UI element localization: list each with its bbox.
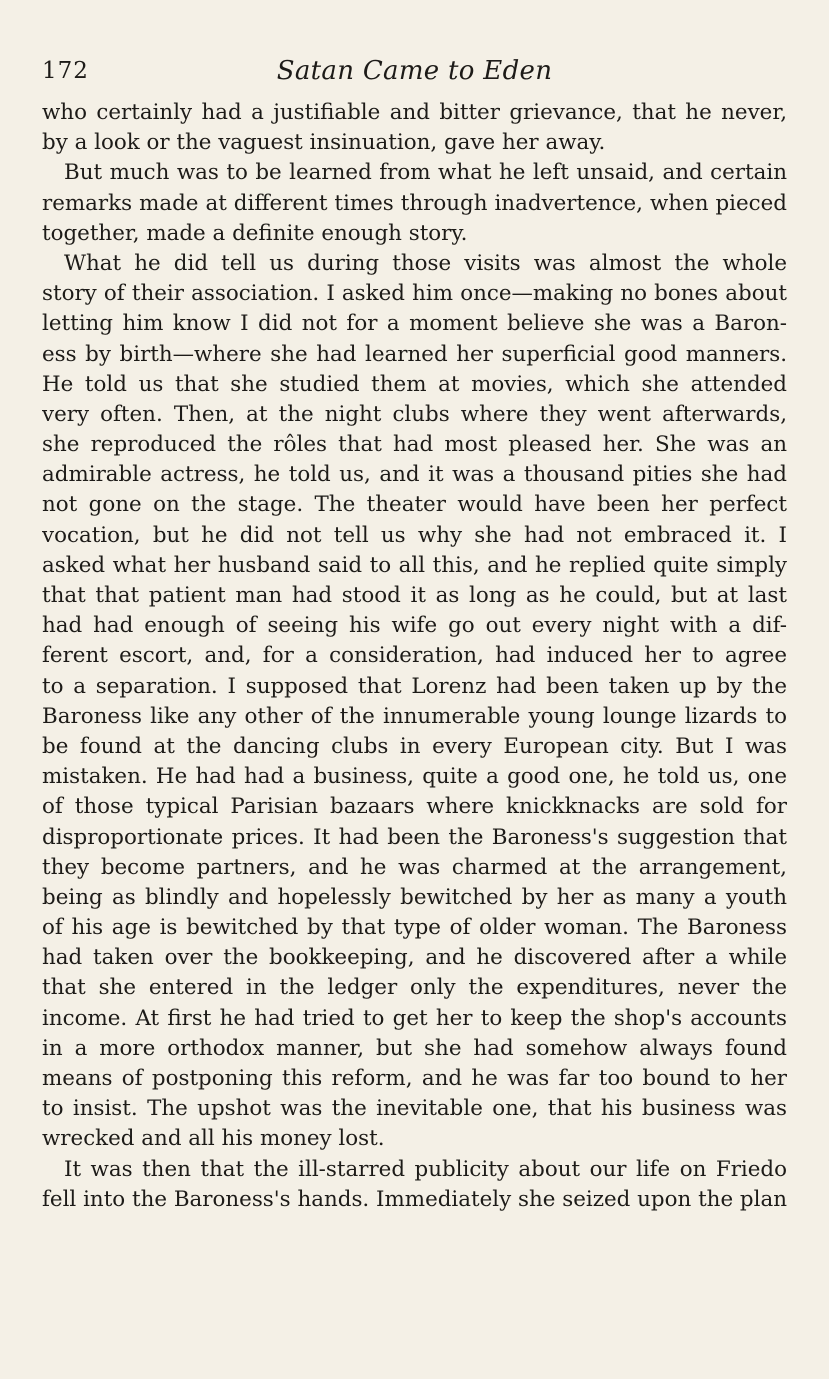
text-line: that she entered in the ledger only the expenditures, never the bbox=[42, 975, 787, 1001]
book-page bbox=[42, 52, 787, 1215]
text-line: What he did tell us during those visits was almost the whole bbox=[64, 250, 787, 276]
text-line: be found at the dancing clubs in every European city. But I was bbox=[42, 733, 787, 759]
body-text bbox=[42, 98, 787, 1215]
text-line: of his age is bewitched by that type of older woman. The Baroness bbox=[42, 915, 787, 941]
text-line: had had enough of seeing his wife go out every night with a dif- bbox=[42, 613, 787, 639]
text-line: wrecked and all his money lost. bbox=[42, 1126, 385, 1152]
text-line: letting him know I did not for a moment believe she was a Baron- bbox=[42, 311, 787, 337]
text-line: of those typical Parisian bazaars where knickknacks are sold for bbox=[42, 794, 787, 820]
text-line: by a look or the vaguest insinuation, gave her away. bbox=[42, 130, 606, 156]
text-line: income. At first he had tried to get her to keep the shop's accounts bbox=[42, 1005, 787, 1031]
text-line: ferent escort, and, for a consideration, had induced her to agree bbox=[42, 643, 787, 669]
running-title: Satan Came to Eden bbox=[276, 56, 553, 86]
page-number: 172 bbox=[42, 58, 89, 84]
text-line: admirable actress, he told us, and it was a thousand pities she had bbox=[42, 462, 787, 488]
text-line: to insist. The upshot was the inevitable one, that his business was bbox=[42, 1096, 787, 1122]
text-line: together, made a definite enough story. bbox=[42, 220, 468, 246]
text-line: she reproduced the rôles that had most pleased her. She was an bbox=[42, 432, 787, 458]
text-line: story of their association. I asked him once—making no bones about bbox=[42, 281, 787, 307]
running-head bbox=[42, 52, 787, 96]
text-line: He told us that she studied them at movies, which she attended bbox=[42, 371, 787, 397]
text-line: that that patient man had stood it as long as he could, but at last bbox=[42, 583, 787, 608]
text-line: had taken over the bookkeeping, and he discovered after a while bbox=[42, 945, 787, 971]
text-line: means of postponing this reform, and he was far too bound to her bbox=[42, 1066, 787, 1091]
text-line: remarks made at different times through inadvertence, when pieced bbox=[42, 190, 787, 216]
text-line: being as blindly and hopelessly bewitched by her as many a youth bbox=[42, 884, 787, 910]
text-line: It was then that the ill-starred publicity about our life on Friedo bbox=[64, 1156, 787, 1182]
text-line: vocation, but he did not tell us why she had not embraced it. I bbox=[42, 522, 787, 548]
text-line: to a separation. I supposed that Lorenz had been taken up by the bbox=[42, 673, 787, 699]
text-line: very often. Then, at the night clubs where they went afterwards, bbox=[42, 401, 787, 427]
text-line: Baroness like any other of the innumerable young lounge lizards to bbox=[42, 703, 787, 729]
text-line: they become partners, and he was charmed at the arrangement, bbox=[42, 854, 787, 880]
text-line: in a more orthodox manner, but she had somehow always found bbox=[42, 1035, 787, 1061]
text-line: asked what her husband said to all this, and he replied quite simply bbox=[42, 552, 787, 578]
text-line: fell into the Baroness's hands. Immediately she seized upon the plan bbox=[42, 1186, 787, 1212]
text-line: mistaken. He had had a business, quite a good one, he told us, one bbox=[42, 764, 787, 790]
text-line: not gone on the stage. The theater would have been her perfect bbox=[42, 492, 787, 518]
text-line: But much was to be learned from what he left unsaid, and certain bbox=[64, 160, 787, 186]
text-line: who certainly had a justifiable and bitter grievance, that he never, bbox=[42, 100, 787, 125]
text-line: ess by birth—where she had learned her superficial good manners. bbox=[42, 341, 787, 367]
text-line: disproportionate prices. It had been the Baroness's suggestion that bbox=[42, 824, 787, 850]
